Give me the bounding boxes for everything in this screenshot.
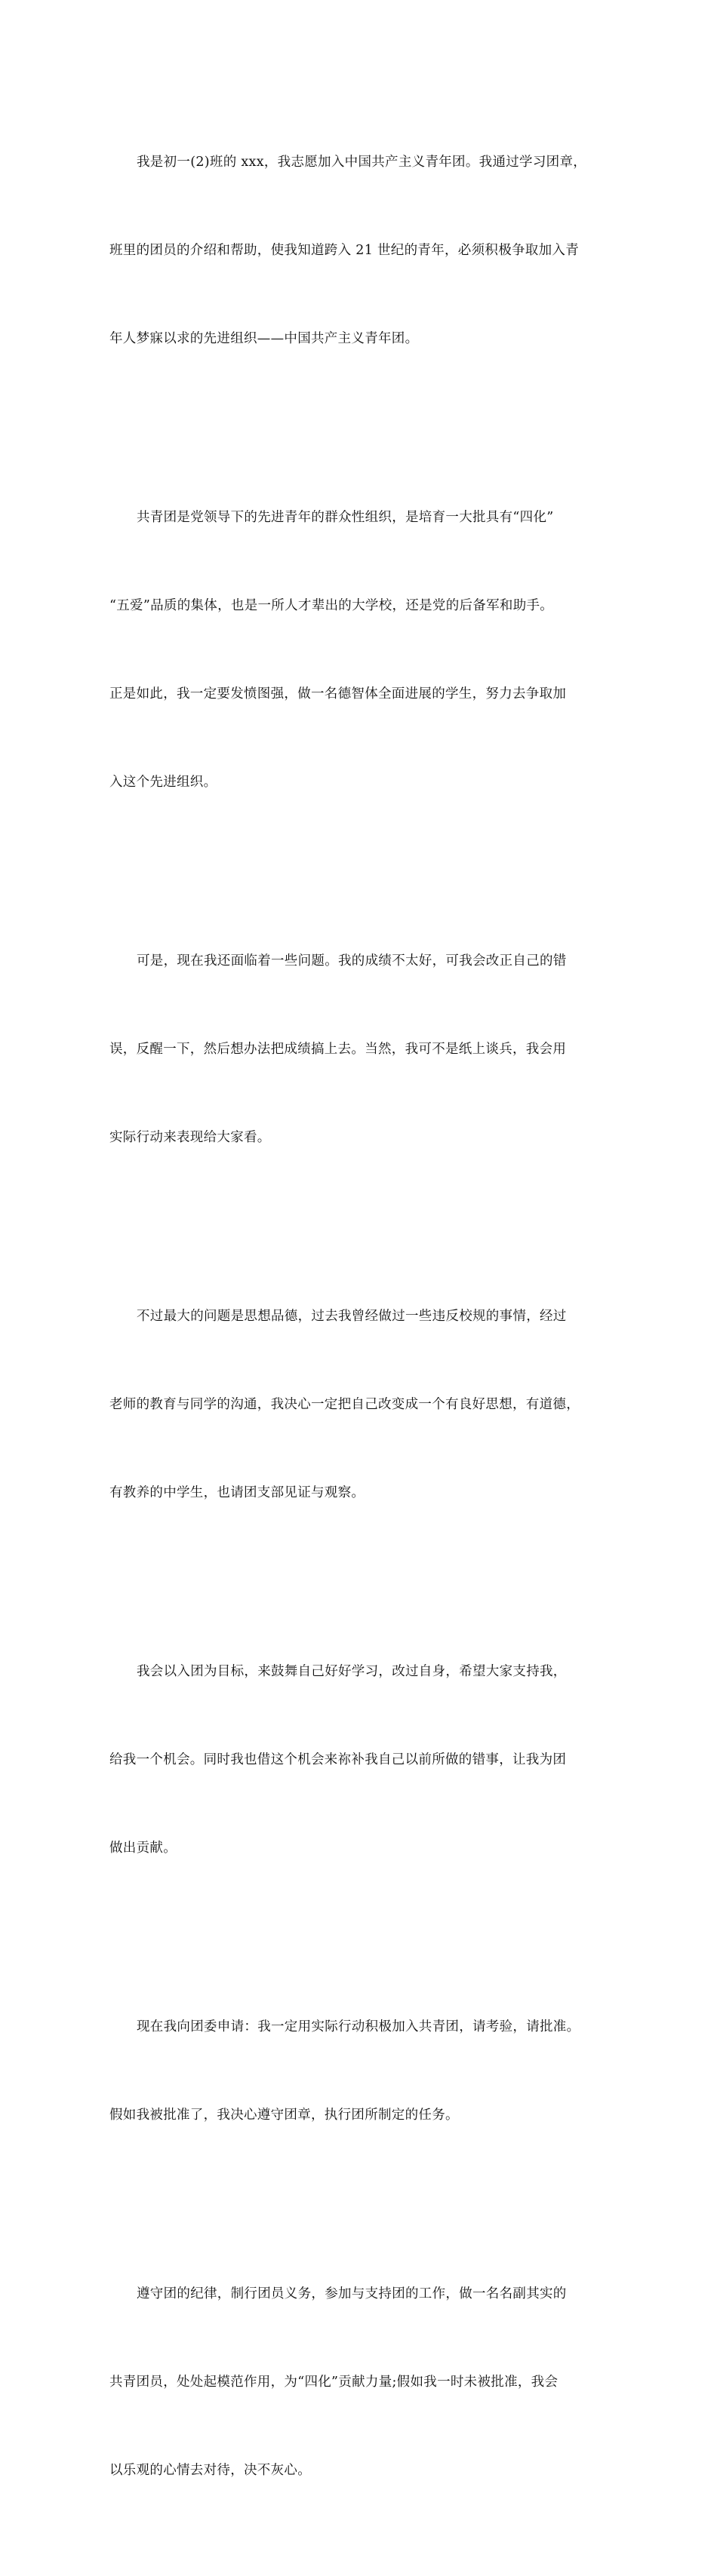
paragraph-line: 现在我向团委申请：我一定用实际行动积极加入共青团，请考验，请批准。 — [137, 2019, 580, 2034]
paragraph-line: 假如我被批准了，我决心遵守团章，执行团所制定的任务。 — [109, 2108, 459, 2123]
paragraph-line: 老师的教育与同学的沟通，我决心一定把自己改变成一个有良好思想，有道德， — [109, 1397, 580, 1412]
paragraph-line: “五爱”品质的集体，也是一所人才辈出的大学校，还是党的后备军和助手。 — [109, 598, 554, 613]
paragraph-line: 共青团员，处处起模范作用，为“四化”贡献力量;假如我一时未被批准，我会 — [109, 2375, 559, 2390]
paragraph-5 — [109, 1598, 609, 1922]
paragraph-6 — [109, 1954, 609, 2189]
paragraph-line: 实际行动来表现给大家看。 — [109, 1130, 271, 1145]
paragraph-line: 班里的团员的介绍和帮助，使我知道跨入 21 世纪的青年，必须积极争取加入青 — [109, 243, 579, 258]
paragraph-7 — [109, 2221, 609, 2544]
paragraph-line: 误，反醒一下，然后想办法把成绩搞上去。当然，我可不是纸上谈兵，我会用 — [109, 1042, 567, 1057]
paragraph-4 — [109, 1243, 609, 1567]
paragraph-line: 我是初一(2)班的 xxx，我志愿加入中国共产主义青年团。我通过学习团章， — [137, 155, 587, 170]
paragraph-line: 我会以入团为目标，来鼓舞自己好好学习，改过自身，希望大家支持我， — [137, 1664, 567, 1679]
paragraph-line: 共青团是党领导下的先进青年的群众性组织，是培育一大批具有“四化” — [137, 510, 554, 525]
paragraph-line: 不过最大的问题是思想品德，过去我曾经做过一些违反校规的事情，经过 — [137, 1309, 567, 1324]
paragraph-line: 做出贡献。 — [109, 1841, 177, 1856]
paragraph-line: 有教养的中学生，也请团支部见证与观察。 — [109, 1485, 365, 1500]
paragraph-3 — [109, 888, 609, 1211]
paragraph-line: 遵守团的纪律，制行团员义务，参加与支持团的工作，做一名名副其实的 — [137, 2286, 567, 2301]
paragraph-line: 可是，现在我还面临着一些问题。我的成绩不太好，可我会改正自己的错 — [137, 953, 567, 969]
document-body — [109, 89, 609, 2576]
paragraph-line: 年人梦寐以求的先进组织——中国共产主义青年团。 — [109, 331, 419, 346]
paragraph-line: 以乐观的心情去对待，决不灰心。 — [109, 2463, 311, 2478]
paragraph-line: 正是如此，我一定要发愤图强，做一名德智体全面进展的学生，努力去争取加 — [109, 686, 567, 702]
paragraph-2 — [109, 444, 609, 856]
paragraph-line: 入这个先进组织。 — [109, 775, 217, 790]
paragraph-line: 给我一个机会。同时我也借这个机会来祢补我自己以前所做的错事，让我为团 — [109, 1752, 567, 1767]
paragraph-1 — [109, 89, 609, 413]
